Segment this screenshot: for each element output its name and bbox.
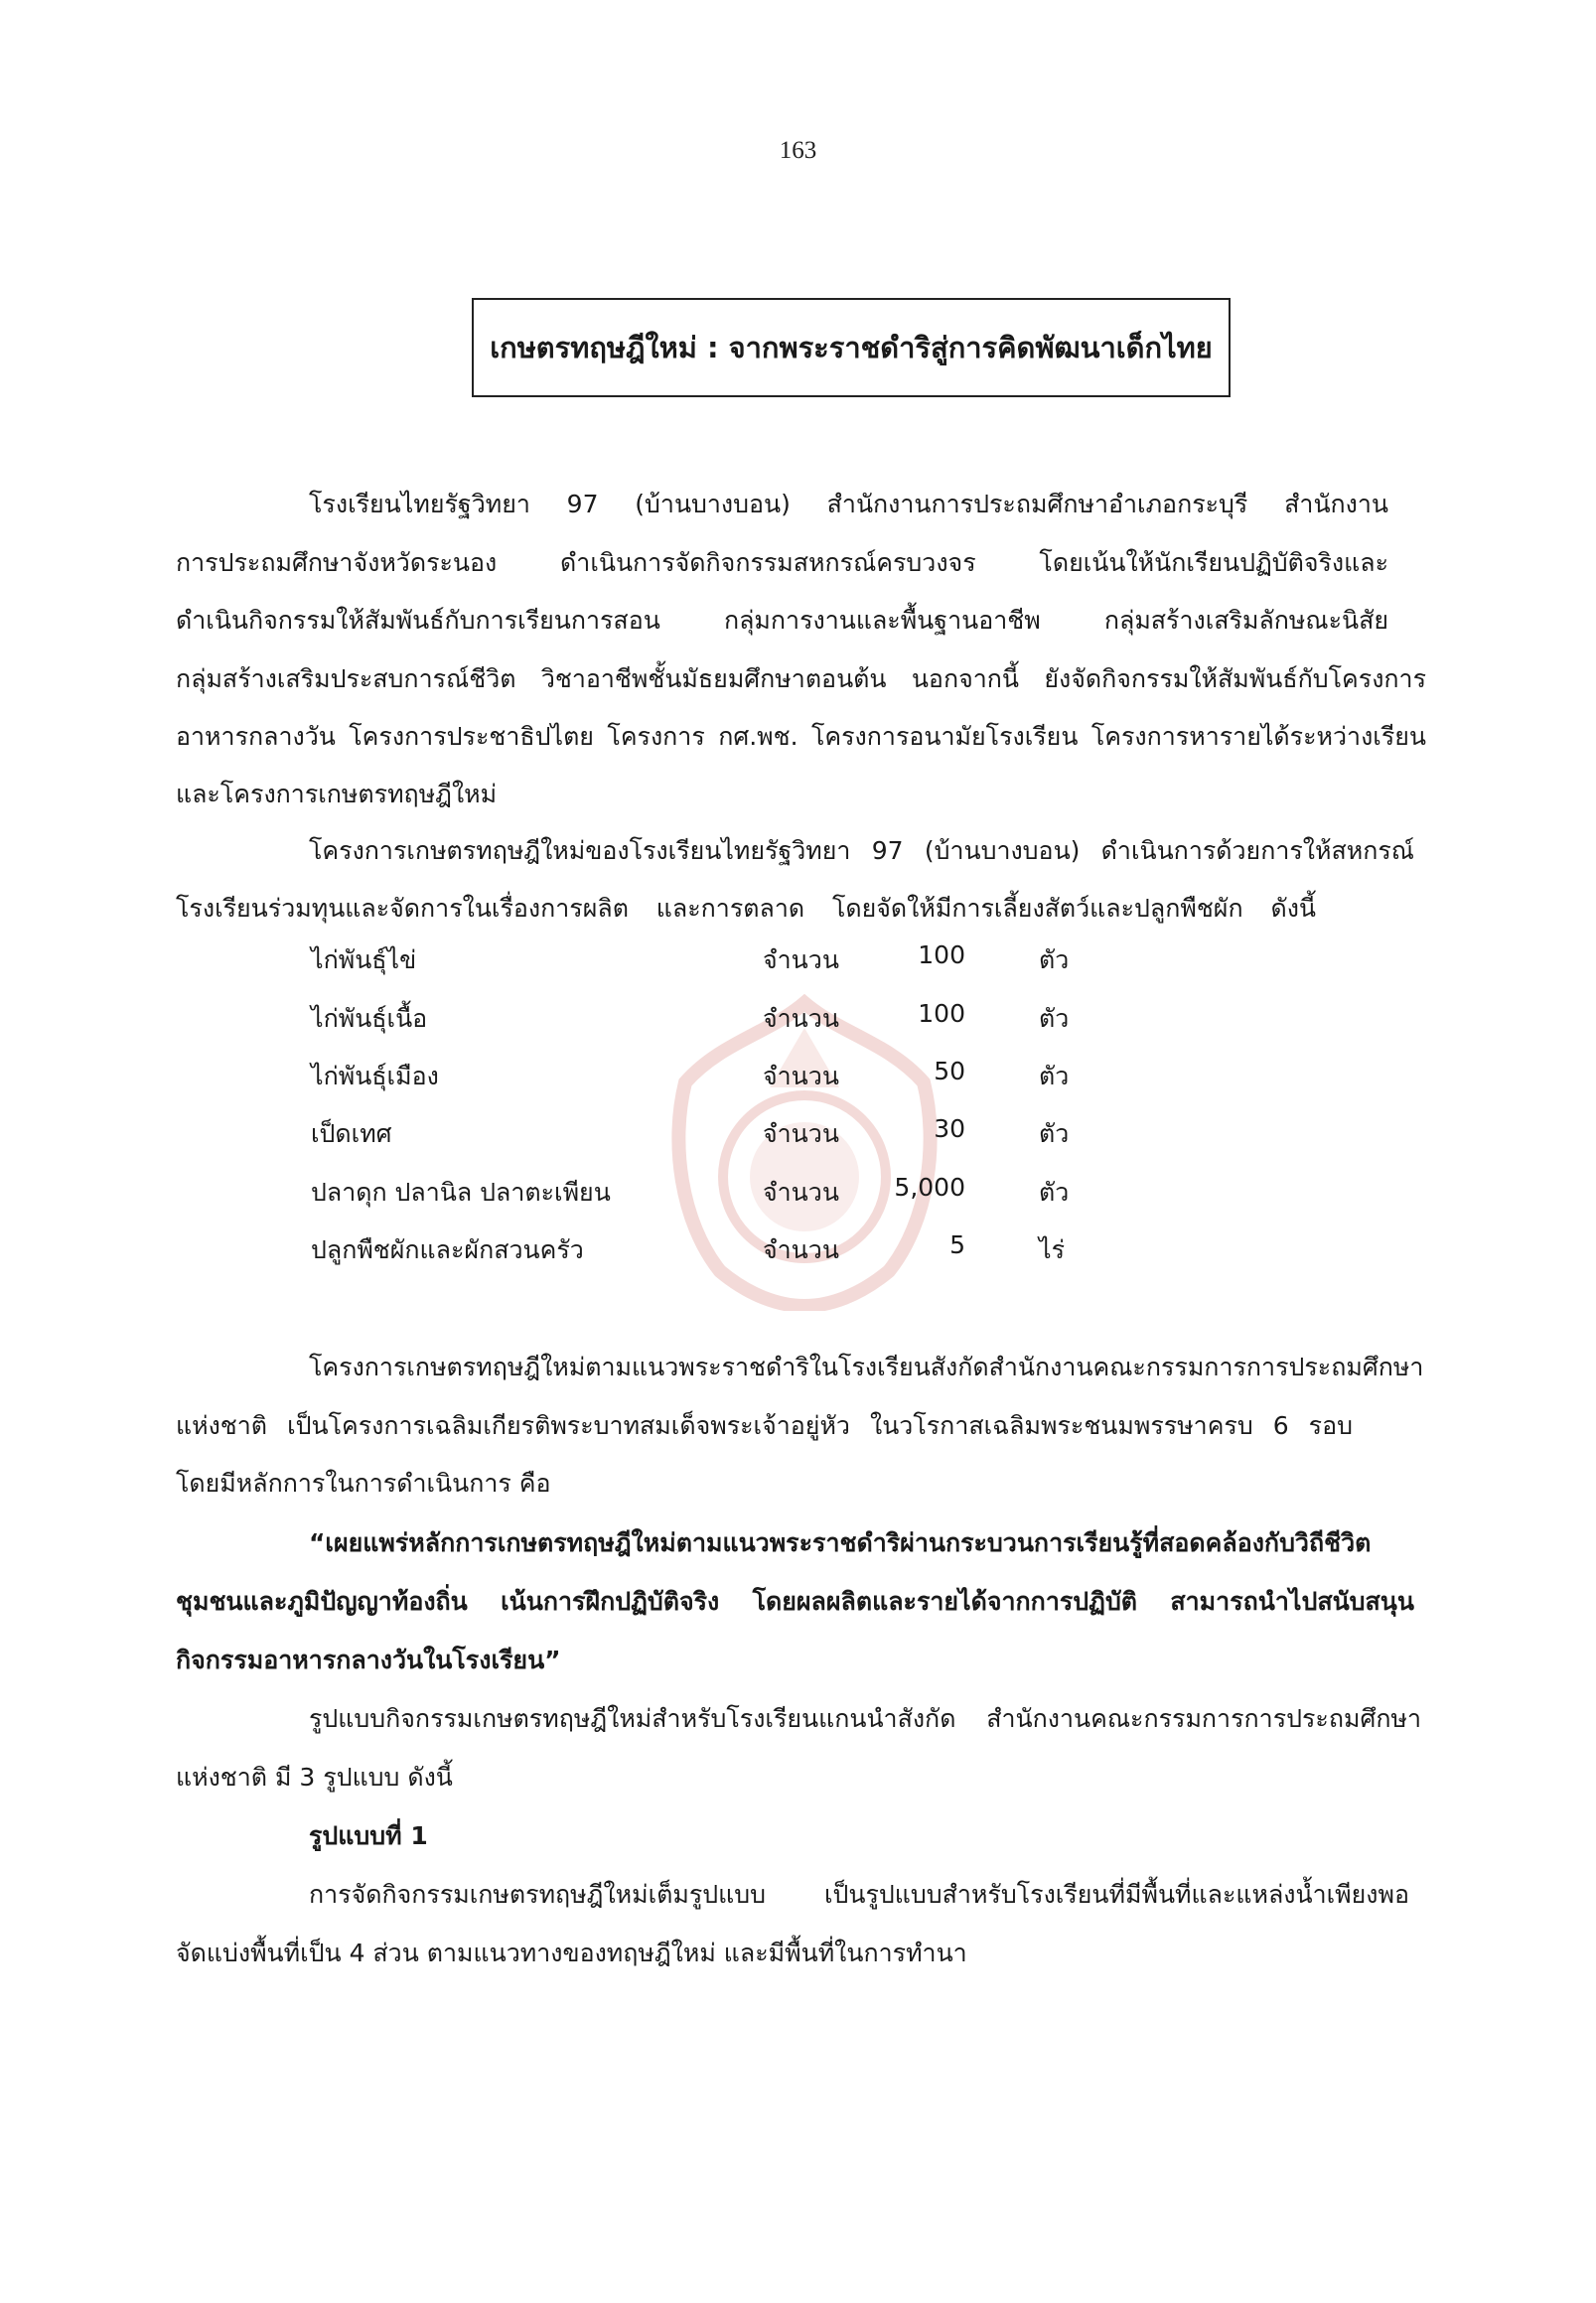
livestock-item: ปลาดุก ปลานิล ปลาตะเพียน: [311, 1178, 611, 1207]
livestock-unit: ตัว: [1039, 1178, 1070, 1207]
livestock-quantity: 100: [918, 940, 965, 969]
royal-line-1: โครงการเกษตรทฤษฎีใหม่ตามแนวพระราชดำริในโรงเรียนสังกัดสำนักงานคณะกรรมการการประถมศึกษา: [309, 1353, 1424, 1381]
livestock-item: เป็ดเทศ: [311, 1119, 392, 1148]
project-line-2: โรงเรียนร่วมทุนและจัดการในเรื่องการผลิต และการตลาด โดยจัดให้มีการเลี้ยงสัตว์และปลูกพืชผัก ดังนี้: [176, 894, 1316, 923]
principle-line-1: “เผยแพร่หลักการเกษตรทฤษฎีใหม่ตามแนวพระราชดำริผ่านกระบวนการเรียนรู้ที่สอดคล้องกับวิถีชีวิต: [309, 1528, 1372, 1557]
livestock-unit: ตัว: [1039, 945, 1070, 974]
livestock-unit: ตัว: [1039, 1062, 1070, 1090]
intro-line-4: กลุ่มสร้างเสริมประสบการณ์ชีวิต วิชาอาชีพชั้นมัธยมศึกษาตอนต้น นอกจากนี้ ยังจัดกิจกรรมให้สัมพันธ์กับโครงการ: [176, 664, 1426, 693]
models-line-1: รูปแบบกิจกรรมเกษตรทฤษฎีใหม่สำหรับโรงเรียนแกนนำสังกัด สำนักงานคณะกรรมการการประถมศึกษา: [309, 1704, 1421, 1733]
livestock-quantity: 5,000: [894, 1173, 965, 1202]
page-title: เกษตรทฤษฎีใหม่ : จากพระราชดำริสู่การคิดพัฒนาเด็กไทย: [472, 298, 1231, 397]
quantity-label: จำนวน: [763, 1062, 839, 1090]
quantity-label: จำนวน: [763, 1235, 839, 1264]
model-1-heading: รูปแบบที่ 1: [309, 1821, 428, 1850]
principle-line-2: ชุมชนและภูมิปัญญาท้องถิ่น เน้นการฝึกปฏิบัติจริง โดยผลผลิตและรายได้จากการปฏิบัติ สามารถนำไปสนับสนุน: [176, 1587, 1414, 1616]
livestock-quantity: 50: [934, 1057, 965, 1085]
intro-line-5: อาหารกลางวัน โครงการประชาธิปไตย โครงการ กศ.พช. โครงการอนามัยโรงเรียน โครงการหารายได้ระหว่างเรียน: [176, 722, 1426, 751]
livestock-quantity: 100: [918, 999, 965, 1028]
quantity-label: จำนวน: [763, 945, 839, 974]
quantity-label: จำนวน: [763, 1178, 839, 1207]
model-1-line-1: การจัดกิจกรรมเกษตรทฤษฎีใหม่เต็มรูปแบบ เป็นรูปแบบสำหรับโรงเรียนที่มีพื้นที่และแหล่งน้ำเพียงพอ: [309, 1880, 1409, 1909]
intro-line-2: การประถมศึกษาจังหวัดระนอง ดำเนินการจัดกิจกรรมสหกรณ์ครบวงจร โดยเน้นให้นักเรียนปฏิบัติจริงและ: [176, 548, 1388, 577]
livestock-row: [0, 1230, 1596, 1270]
livestock-quantity: 30: [934, 1114, 965, 1143]
models-line-2: แห่งชาติ มี 3 รูปแบบ ดังนี้: [176, 1763, 453, 1792]
project-line-1: โครงการเกษตรทฤษฎีใหม่ของโรงเรียนไทยรัฐวิทยา 97 (บ้านบางบอน) ดำเนินการด้วยการให้สหกรณ์: [309, 836, 1414, 865]
intro-line-6: และโครงการเกษตรทฤษฎีใหม่: [176, 780, 498, 808]
page-number: 163: [779, 137, 817, 164]
livestock-quantity: 5: [949, 1230, 965, 1259]
quantity-label: จำนวน: [763, 1119, 839, 1148]
livestock-item: ปลูกพืชผักและผักสวนครัว: [311, 1235, 584, 1264]
livestock-item: ไก่พันธุ์ไข่: [311, 945, 417, 974]
livestock-row: [0, 1114, 1596, 1154]
livestock-item: ไก่พันธุ์เนื้อ: [311, 1004, 428, 1033]
livestock-row: [0, 940, 1596, 980]
royal-line-3: โดยมีหลักการในการดำเนินการ คือ: [176, 1469, 551, 1498]
livestock-row: [0, 1173, 1596, 1213]
royal-line-2: แห่งชาติ เป็นโครงการเฉลิมเกียรติพระบาทสมเด็จพระเจ้าอยู่หัว ในวโรกาสเฉลิมพระชนมพรรษาครบ 6 รอบ: [176, 1411, 1353, 1440]
livestock-row: [0, 1057, 1596, 1096]
livestock-unit: ไร่: [1039, 1235, 1066, 1264]
intro-line-1: โรงเรียนไทยรัฐวิทยา 97 (บ้านบางบอน) สำนักงานการประถมศึกษาอำเภอกระบุรี สำนักงาน: [309, 490, 1388, 518]
livestock-unit: ตัว: [1039, 1004, 1070, 1033]
livestock-unit: ตัว: [1039, 1119, 1070, 1148]
livestock-item: ไก่พันธุ์เมือง: [311, 1062, 439, 1090]
model-1-line-2: จัดแบ่งพื้นที่เป็น 4 ส่วน ตามแนวทางของทฤษฎีใหม่ และมีพื้นที่ในการทำนา: [176, 1939, 967, 1967]
intro-line-3: ดำเนินกิจกรรมให้สัมพันธ์กับการเรียนการสอน กลุ่มการงานและพื้นฐานอาชีพ กลุ่มสร้างเสริมลักษณะนิสัย: [176, 606, 1388, 635]
livestock-row: [0, 999, 1596, 1039]
quantity-label: จำนวน: [763, 1004, 839, 1033]
principle-line-3: กิจกรรมอาหารกลางวันในโรงเรียน”: [176, 1646, 561, 1674]
